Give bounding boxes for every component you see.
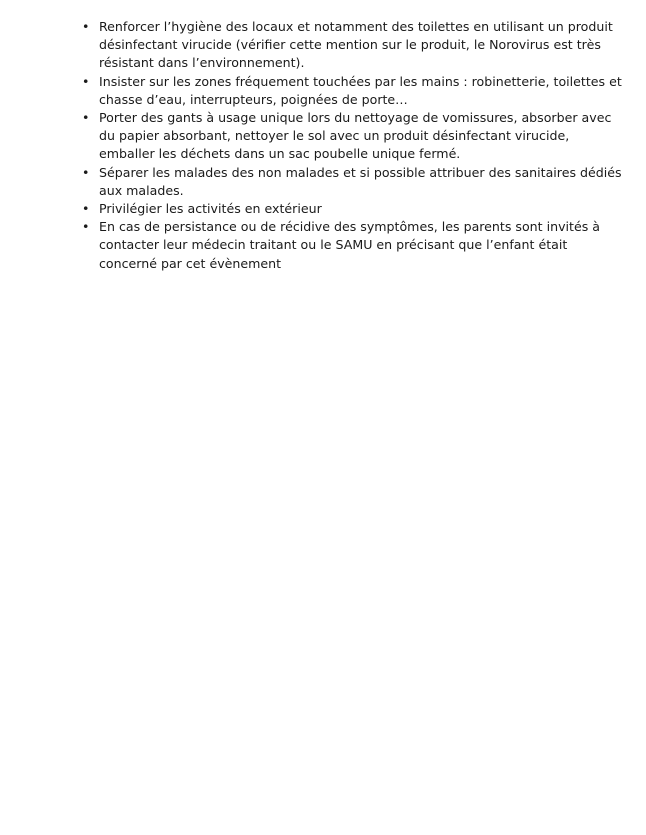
bullet-icon: • [82, 201, 90, 217]
list-item [82, 18, 627, 73]
list-item-text: Séparer les malades des non malades et si possible attribuer des sanitaires dédiés aux malades. [99, 164, 622, 198]
list-item [82, 218, 627, 273]
bullet-icon: • [82, 164, 90, 180]
list-item-text: Insister sur les zones fréquement touchées par les mains : robinetterie, toilettes et chasse d’eau, interrupteurs, poignées de porte… [99, 73, 622, 107]
bullet-icon: • [82, 19, 90, 34]
bullet-icon: • [82, 73, 90, 89]
bullet-icon: • [82, 219, 90, 235]
list-item [82, 109, 627, 164]
list-item-text: Renforcer l’hygiène des locaux et notamment des toilettes en utilisant un produit désinfectant virucide (vérifier cette mention sur le produit, le Norovirus est très résistant dans l’environnement). [99, 19, 613, 71]
bullet-icon: • [82, 110, 90, 126]
list-item-text: Porter des gants à usage unique lors du nettoyage de vomissures, absorber avec du papier absorbant, nettoyer le sol avec un produit désinfectant virucide, emballer les déchets dans un sac poubelle unique fermé. [99, 110, 612, 162]
list-item [82, 164, 627, 200]
list-item-text: Privilégier les activités en extérieur [99, 201, 322, 217]
recommendations-list [82, 18, 627, 273]
list-item [82, 200, 627, 218]
list-item [82, 73, 627, 109]
list-item-text: En cas de persistance ou de récidive des symptômes, les parents sont invités à contacter leur médecin traitant ou le SAMU en précisant que l’enfant était concerné par cet évènement [99, 219, 601, 271]
